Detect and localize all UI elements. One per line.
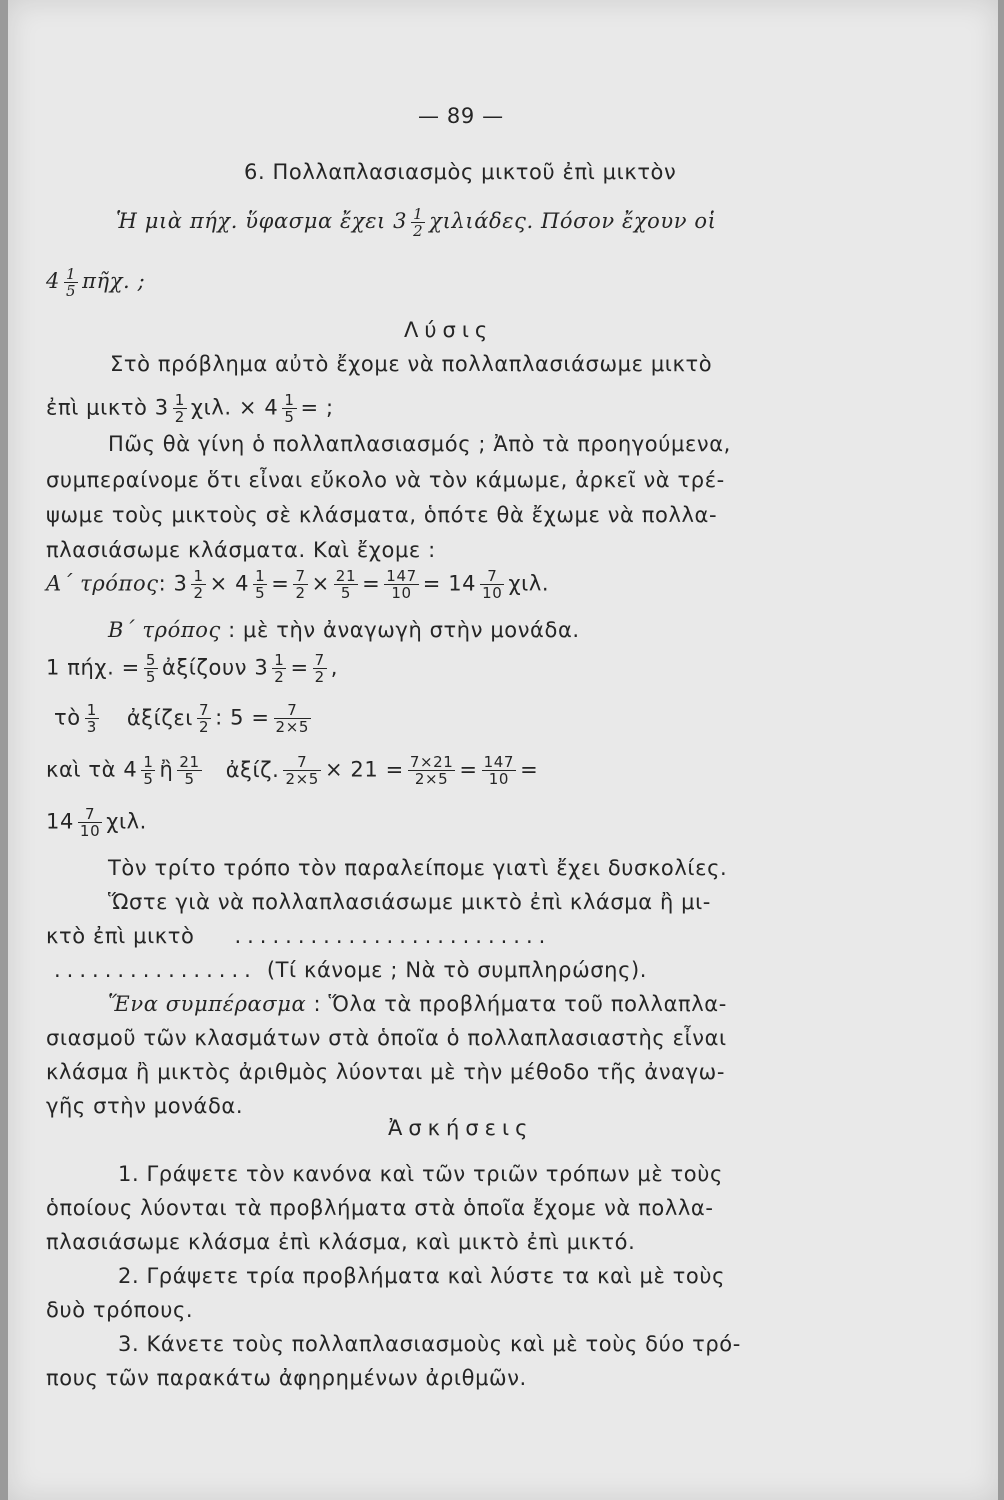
fraction: $\frac{7}{2\times 5}$ [285,753,319,788]
book-page [8,0,998,1500]
way-a-line: Α΄ τρόπος: 3 $\frac{1}{2}$ × 4 $\frac{1}{5}$ = $\frac{7}{2}$ × $\frac{21}{5}$ = $\frac{147}{10}$ = 14 $\frac{7}{10}$ χιλ. [46,567,550,602]
fraction: $\frac{1}{5}$ [255,567,266,602]
fraction: $\frac{7}{10}$ [79,805,101,840]
body-line: κλάσμα ἢ μικτὸς ἀριθμὸς λύονται μὲ τὴν μέθοδο τῆς ἀναγω- [46,1060,726,1084]
fraction: $\frac{7}{2}$ [199,701,210,736]
exercise-line: πλασιάσωμε κλάσμα ἐπὶ κλάσμα, καὶ μικτὸ ἐπὶ μικτό. [46,1230,636,1254]
conclusion-line: Ἕνα συμπέρασμα : Ὅλα τὰ προβλήματα τοῦ πολλαπλα- [108,992,727,1016]
solution-heading: Λύσις [404,318,494,342]
fraction: $\frac{1}{2}$ [174,391,185,426]
exercises-heading: Ἀσκήσεις [388,1116,534,1140]
body-line: ................ (Τί κάνομε ; Νὰ τὸ συμπληρώσης). [54,958,648,982]
body-line: ψωμε τοὺς μικτοὺς σὲ κλάσματα, ὁπότε θὰ ἔχωμε νὰ πολλα- [46,503,718,527]
fraction: $\frac{5}{5}$ [145,651,157,686]
problem-line-2 [46,266,145,299]
body-line: Πῶς θὰ γίνη ὁ πολλαπλασιασμός ; Ἀπὸ τὰ προηγούμενα, [108,432,731,456]
fraction: $\frac{1}{3}$ [86,701,97,736]
fraction: $\frac{1}{2}$ [274,651,285,686]
text: 4 [46,269,60,293]
body-line: κτὸ ἐπὶ μικτὸ ......................... [46,924,552,948]
text: Ἡ μιὰ πήχ. ὕφασμα ἔχει 3 [116,209,408,233]
way-b-line-1: 1 πήχ. = $\frac{5}{5}$ ἀξίζουν 3 $\frac{1}{2}$ = $\frac{7}{2}$ , [46,651,339,686]
fraction: $\frac{7}{2}$ [314,651,325,686]
page-number: — 89 — [418,104,504,128]
fraction: $\frac{1}{5}$ [284,391,295,426]
way-b-line-4: 14 $\frac{7}{10}$ χιλ. [46,805,147,840]
text: πῆχ. ; [82,269,146,293]
exercise-line: δυὸ τρόπους. [46,1298,194,1322]
body-line: συμπεραίνομε ὅτι εἶναι εὔκολο νὰ τὸν κάμωμε, ἀρκεῖ νὰ τρέ- [46,468,725,492]
fraction: $\frac{7\times 21}{2\times 5}$ [409,753,454,788]
body-line: ἐπὶ μικτὸ 3 $\frac{1}{2}$ χιλ. × 4 $\frac{1}{5}$ = ; [46,391,334,426]
fraction: $\frac{21}{5}$ [179,753,200,788]
body-line: Στὸ πρόβλημα αὐτὸ ἔχομε νὰ πολλαπλασιάσωμε μικτὸ [110,352,713,376]
fraction: $\frac{7}{2\times 5}$ [275,701,310,736]
section-title: 6. Πολλαπλασιασμὸς μικτοῦ ἐπὶ μικτὸν [244,160,677,184]
body-line: γῆς στὴν μονάδα. [46,1094,244,1118]
fraction: $\frac{7}{10}$ [482,567,503,602]
fraction: $\frac{21}{5}$ [335,567,357,602]
fraction: $\frac{1}{2}$ [413,205,424,240]
fraction: $\frac{1}{5}$ [65,265,77,300]
problem-line-1 [116,206,717,239]
exercise-line: 1. Γράψετε τὸν κανόνα καὶ τῶν τριῶν τρόπων μὲ τοὺς [118,1162,723,1186]
way-b-line-3: καὶ τὰ 4 $\frac{1}{5}$ ἢ $\frac{21}{5}$ ἀξίζ. $\frac{7}{2\times 5}$ × 21 = $\frac{7\times 21}{2\times 5}$ = $\frac{147}{10}$ = [46,753,539,788]
fraction: $\frac{1}{5}$ [143,753,154,788]
body-line: σιασμοῦ τῶν κλασμάτων στὰ ὁποῖα ὁ πολλαπλασιαστὴς εἶναι [46,1026,727,1050]
fraction: $\frac{1}{2}$ [193,567,204,602]
way-b-line-2: τὸ $\frac{1}{3}$ ἀξίζει $\frac{7}{2}$ : 5 = $\frac{7}{2\times 5}$ [54,701,310,736]
exercise-line: πους τῶν παρακάτω ἀφηρημένων ἀριθμῶν. [46,1366,527,1390]
fraction: $\frac{147}{10}$ [386,567,417,602]
fraction: $\frac{7}{2}$ [295,567,306,602]
body-line: πλασιάσωμε κλάσματα. Καὶ ἔχομε : [46,538,436,562]
exercise-line: 2. Γράψετε τρία προβλήματα καὶ λύστε τα καὶ μὲ τοὺς [118,1264,726,1288]
exercise-line: 3. Κάνετε τοὺς πολλαπλασιασμοὺς καὶ μὲ τοὺς δύο τρό- [118,1332,741,1356]
body-line: Ὥστε γιὰ νὰ πολλαπλασιάσωμε μικτὸ ἐπὶ κλάσμα ἢ μι- [108,890,711,914]
third-way-line: Τὸν τρίτο τρόπο τὸν παραλείπομε γιατὶ ἔχει δυσκολίες. [108,856,728,880]
text: χιλιάδες. Πόσον ἔχουν οἱ [429,209,717,233]
fraction: $\frac{147}{10}$ [483,753,515,788]
way-b-line: Β΄ τρόπος : μὲ τὴν ἀναγωγὴ στὴν μονάδα. [108,618,580,642]
exercise-line: ὁποίους λύονται τὰ προβλήματα στὰ ὁποῖα ἔχομε νὰ πολλα- [46,1196,714,1220]
